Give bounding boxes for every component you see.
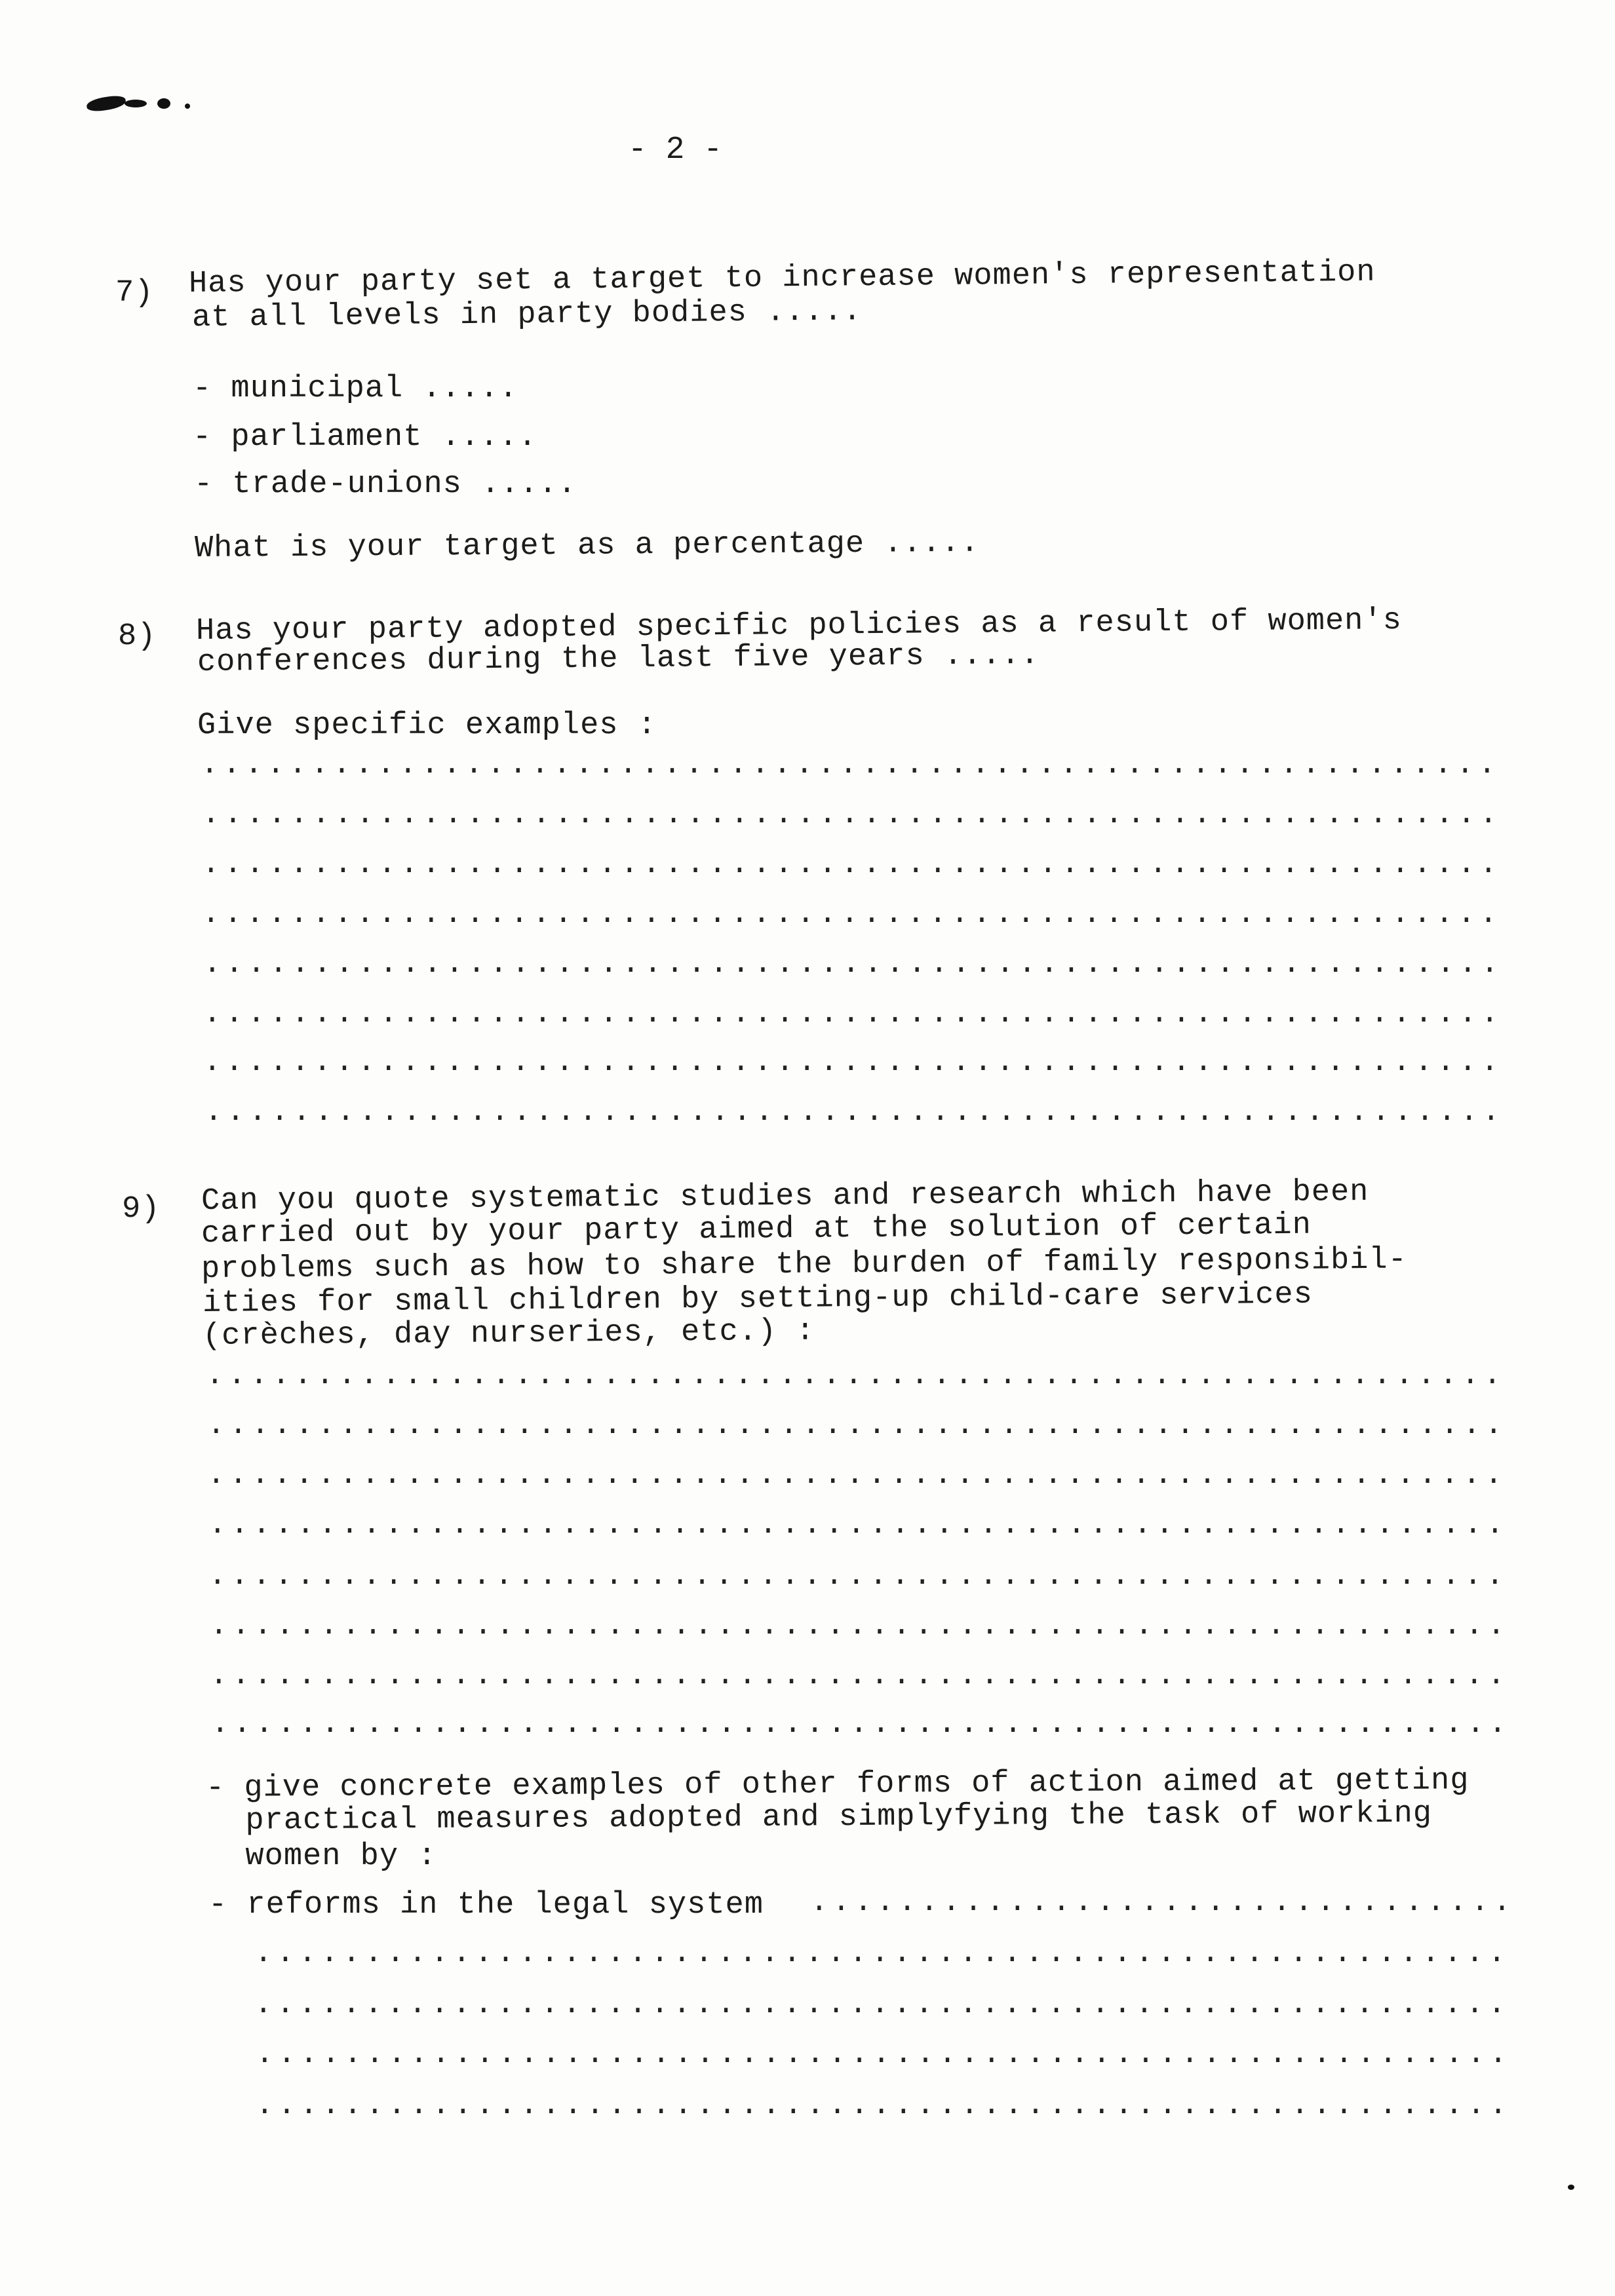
q7-target-question: What is your target as a percentage ..... (194, 526, 980, 566)
legal-reforms-answer-line[interactable] (810, 1891, 1513, 1913)
q8-answer-line[interactable] (202, 853, 1504, 875)
q9-answer-line[interactable] (207, 1414, 1508, 1436)
margin-dot-mark (1568, 2185, 1574, 2190)
q9-sub-concrete-line-3: women by : (207, 1839, 437, 1874)
q8-prompt: Give specific examples : (197, 708, 657, 743)
q7-item-municipal: - municipal ..... (193, 372, 518, 406)
ink-blot-mark (157, 98, 170, 109)
q9-sub-concrete-line-1: - give concrete examples of other forms of action aimed at getting (205, 1763, 1469, 1806)
q9-answer-line[interactable] (206, 1364, 1506, 1387)
q8-answer-line[interactable] (203, 1003, 1505, 1025)
q9-answer-line[interactable] (210, 1664, 1510, 1687)
q7-item-trade-unions: - trade-unions ..... (194, 467, 577, 502)
q8-text-line-1: Has your party adopted specific policies as a result of women's (195, 603, 1403, 649)
page-number: - 2 - (628, 132, 723, 168)
q9-text-line-5: (crèches, day nurseries, etc.) : (202, 1314, 815, 1354)
q9-answer-line[interactable] (211, 1713, 1511, 1735)
q9-sub-legal-reforms: - reforms in the legal system (208, 1888, 764, 1923)
q9-text-line-2: carried out by your party aimed at the solution of certain (201, 1208, 1312, 1252)
q8-answer-line[interactable] (203, 1051, 1505, 1073)
q9-answer-line[interactable] (208, 1514, 1509, 1536)
q8-text-line-2: conferences during the last five years ..... (197, 638, 1040, 680)
ink-blot-mark (125, 100, 147, 107)
q8-answer-line[interactable] (204, 1101, 1506, 1123)
q9-text-line-3: problems such as how to share the burden of family responsibil- (201, 1242, 1408, 1287)
q8-number: 8) (118, 619, 157, 654)
legal-reforms-answer-line[interactable] (256, 2043, 1515, 2065)
ink-dot-mark (185, 104, 190, 109)
q7-number: 7) (115, 276, 154, 311)
legal-reforms-answer-line[interactable] (256, 2094, 1515, 2116)
q8-answer-line[interactable] (201, 754, 1502, 776)
q8-answer-line[interactable] (203, 953, 1505, 975)
ink-blot-mark (86, 94, 126, 113)
q7-text-line-1: Has your party set a target to increase women's representation (188, 255, 1376, 301)
q9-number: 9) (122, 1192, 161, 1227)
q9-sub-concrete-line-2: practical measures adopted and simplyfying the task of working (206, 1796, 1433, 1839)
legal-reforms-answer-line[interactable] (254, 1993, 1514, 2016)
q7-item-parliament: - parliament ..... (193, 420, 537, 455)
q8-answer-line[interactable] (202, 903, 1504, 925)
q9-answer-line[interactable] (210, 1615, 1510, 1637)
q9-text-line-1: Can you quote systematic studies and research which have been (201, 1175, 1369, 1219)
legal-reforms-answer-line[interactable] (254, 1942, 1514, 1964)
q9-text-line-4: ities for small children by setting-up child-care services (202, 1277, 1313, 1321)
q8-answer-line[interactable] (202, 803, 1504, 826)
q7-text-line-2: at all levels in party bodies ..... (191, 294, 863, 335)
q9-answer-line[interactable] (207, 1464, 1508, 1486)
q9-answer-line[interactable] (208, 1565, 1509, 1587)
